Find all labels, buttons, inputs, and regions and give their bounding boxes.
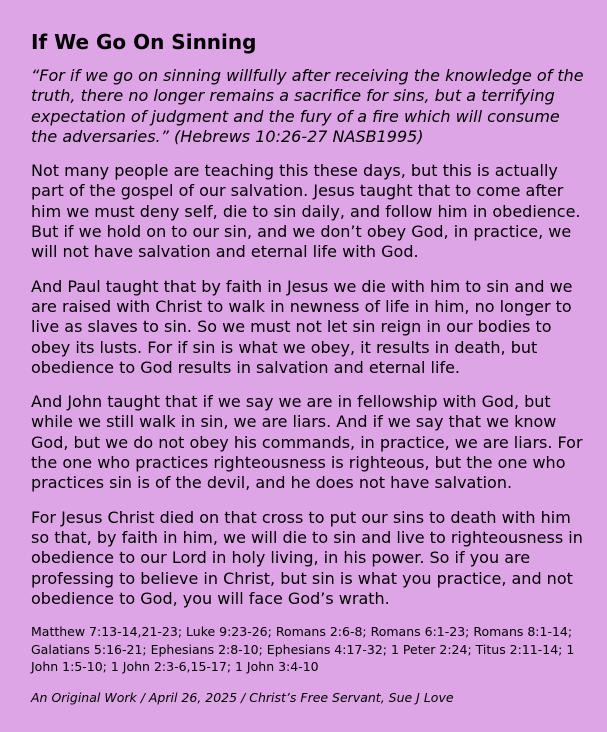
paragraph-4: For Jesus Christ died on that cross to put our sins to death with him so that, by faith in him, we will die to sin and live to righteousness in obedience to our Lord in holy living, in his power. So if you are professing to believe in Christ, but sin is what you practice, and not obedience to God, you will face God’s wrath. — [31, 507, 583, 608]
paragraph-2: And Paul taught that by faith in Jesus we die with him to sin and we are raised with Christ to walk in newness of life in him, no longer to live as slaves to sin. So we must not let sin reign in our bodies to obey its lusts. For if sin is what we obey, it results in death, but obedience to God results in salvation and eternal life. — [31, 276, 573, 377]
scripture-quote: “For if we go on sinning willfully after receiving the knowledge of the truth, there no longer remains a sacrifice for sins, but a terrifying expectation of judgment and the fury of a fire which will consume the adversaries.” (Hebrews 10:26-27 NASB1995) — [31, 66, 584, 146]
paragraph-1: Not many people are teaching this these days, but this is actually part of the gospel of our salvation. Jesus taught that to come after him we must deny self, die to sin daily, and follow him in obedience. But if we hold on to our sin, and we don’t obey God, in practice, we will not have salvation and eternal life with God. — [31, 161, 581, 262]
attribution-footer: An Original Work / April 26, 2025 / Christ’s Free Servant, Sue J Love — [31, 689, 454, 705]
paragraph-3: And John taught that if we say we are in fellowship with God, but while we still walk in sin, we are liars. And if we say that we know God, but we do not obey his commands, in practice, we are liars. For the one who practices righteousness is righteous, but the one who practices sin is of the devil, and he does not have salvation. — [31, 392, 583, 493]
scripture-references: Matthew 7:13-14,21-23; Luke 9:23-26; Romans 2:6-8; Romans 6:1-23; Romans 8:1-14; Galatians 5:16-21; Ephesians 2:8-10; Ephesians 4:17-32; 1 Peter 2:24; Titus 2:11-14; 1 John 1:5-10; 1 John 2:3-6,15-17; 1 John 3:4-10 — [31, 624, 575, 675]
page-title: If We Go On Sinning — [31, 30, 257, 54]
